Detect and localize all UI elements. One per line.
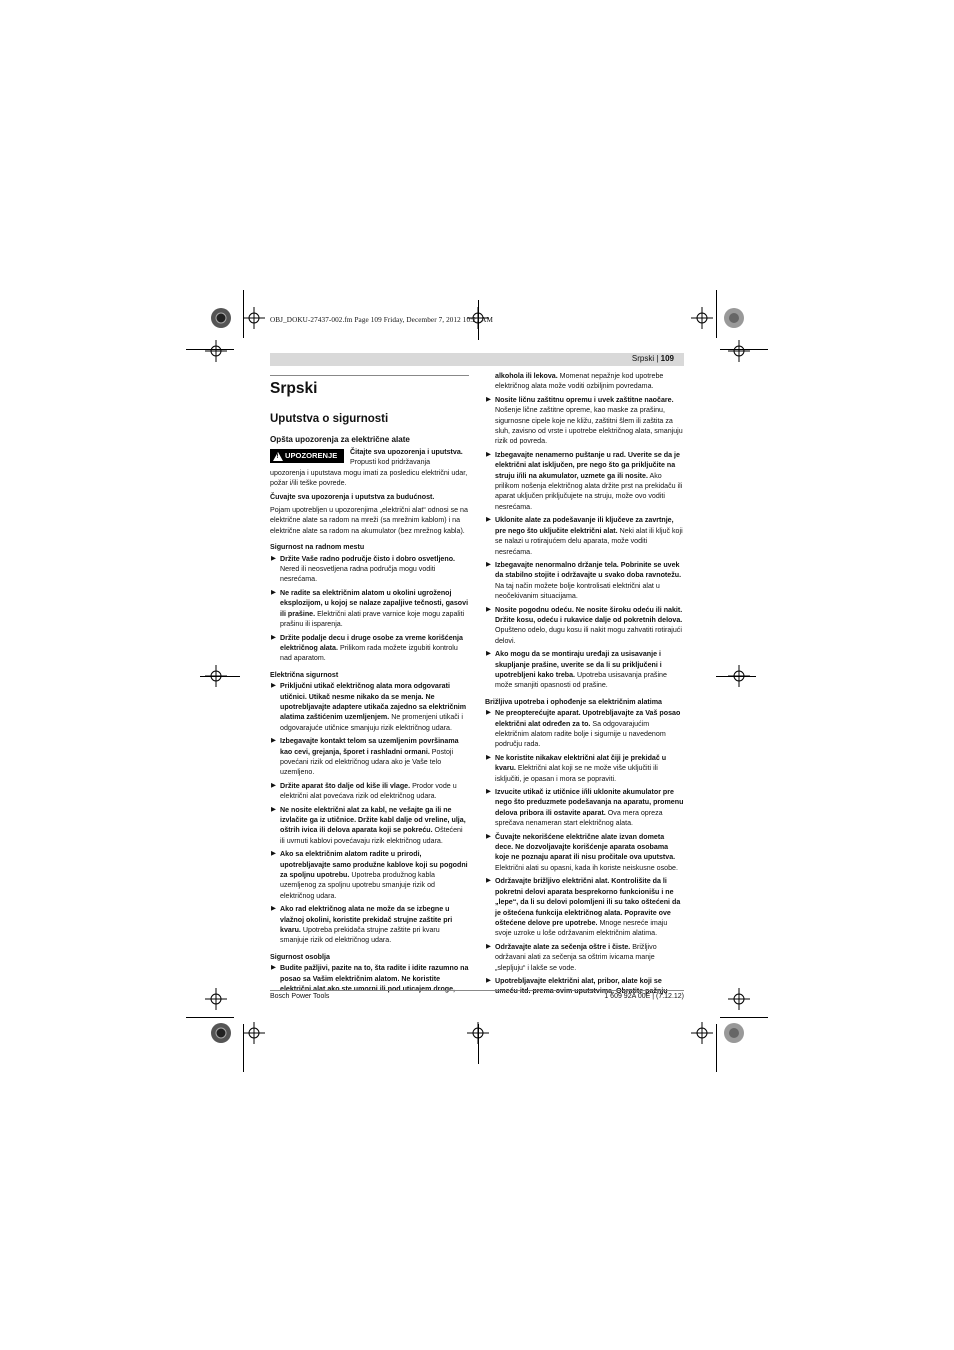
crosshair-icon bbox=[205, 340, 227, 362]
item-bold-text: Budite pažljivi, pazite na to, šta radite i idite razumno na posao sa Vašim električnim alatom. Ne koristite električni alat ako ste umorni ili pod uticajem droge, bbox=[280, 964, 469, 994]
item-bold-text: Upotrebljavajte električni alat, pribor, alate koji se umeću itd. prema ovim uputstvima. Obratite pažnju bbox=[495, 976, 668, 996]
subsection-title: Opšta upozorenja za električne alate bbox=[270, 435, 410, 444]
bullet-arrow-icon: ▶ bbox=[271, 682, 276, 690]
list-item bbox=[485, 450, 684, 512]
item-text: Opušteno odelo, dugu kosu ili nakit mogu zahvatiti rotirajući delovi. bbox=[495, 626, 682, 645]
list-item bbox=[270, 633, 469, 664]
list-item bbox=[270, 681, 469, 733]
item-bold-text: Izbegavajte nenormalno držanje tela. Pobrinite se uvek da stabilno stojite i održavajte u svako doba ravnotežu. bbox=[495, 560, 682, 580]
list-item bbox=[270, 554, 469, 585]
footer-left: Bosch Power Tools bbox=[270, 993, 330, 1000]
warning-text-b: upozorenja i uputstava mogu imati za posledicu električni udar, požar i/ili teške povrede. bbox=[270, 468, 468, 488]
item-text: Električni alati su opasni, kada ih koriste neiskusne osobe. bbox=[495, 863, 678, 872]
item-text: Električni alati prave varnice koje mogu zapaliti prašinu ili isparenja. bbox=[280, 609, 465, 629]
bullet-arrow-icon: ▶ bbox=[486, 650, 491, 658]
item-text: Na taj način možete bolje kontrolisati električni alat u neočekivanim situacijama. bbox=[495, 581, 660, 601]
crosshair-icon bbox=[728, 340, 750, 362]
warning-text-a: Propusti kod pridržavanja bbox=[350, 458, 431, 467]
bullet-arrow-icon: ▶ bbox=[486, 832, 491, 840]
registration-mark-icon bbox=[210, 307, 232, 329]
item-bold-text: Čuvajte nekorišćene električne alate izvan dometa dece. Ne dozvoljavajte korišćenje aparata osobama koje ne poznaju aparat ili nisu pročitale ova uputstva. bbox=[495, 832, 676, 862]
keep-instructions: Čuvajte sva upozorenja i uputstva za budućnost. bbox=[270, 492, 435, 501]
item-bold-text: Držite aparat što dalje od kiše ili vlage. bbox=[280, 781, 411, 790]
item-bold-text: Ako sa električnim alatom radite u prirodi, upotrebljavajte samo produžne kablove koji su pogodni za spoljnu upotrebu. bbox=[280, 850, 468, 880]
item-bold-text: Nosite ličnu zaštitnu opremu i uvek zaštitne naočare. bbox=[495, 395, 674, 404]
continued-text: Momenat nepažnje kod upotrebe električnog alata može voditi ozbiljnim povredama. bbox=[495, 372, 664, 391]
item-bold-text: Držite podalje decu i druge osobe za vreme korišćenja električnog alata. bbox=[280, 633, 463, 652]
registration-mark-icon bbox=[723, 1022, 745, 1044]
bullet-arrow-icon: ▶ bbox=[271, 964, 276, 972]
page-header: Srpski | 109 bbox=[631, 354, 674, 363]
item-bold-text: Održavajte brižljivo električni alat. Kontrolišite da li pokretni delovi aparata besprekorno funkcionišu i ne „lepe“, da li su delovi polomljeni ili su tako oštećeni da je oštećena funkcija električnog alata. Popravite ove oštećene delove pre upotrebe. bbox=[495, 877, 681, 927]
section-title: Uputstva o sigurnosti bbox=[270, 413, 389, 425]
crosshair-icon bbox=[728, 988, 750, 1010]
footer-rule bbox=[270, 990, 684, 991]
list-item bbox=[270, 904, 469, 946]
bullet-arrow-icon: ▶ bbox=[486, 877, 491, 885]
item-text: Upotreba usisavanja prašine može smanjiti opasnosti od prašine. bbox=[495, 670, 667, 690]
list-item bbox=[485, 560, 684, 602]
left-column bbox=[270, 375, 469, 998]
item-text: Nošenje lične zaštitne opreme, kao maske za prašinu, sigurnosne cipele koje ne kližu, zaštitni šlem ili zaštita za sluh, zavisno od vrste i upotrebe električnog alata, smanjuju rizik od povreda. bbox=[495, 406, 683, 446]
list-item bbox=[485, 515, 684, 557]
item-bold-text: Održavajte alate za sečenja oštre i čiste. bbox=[495, 942, 631, 951]
list-item bbox=[270, 805, 469, 847]
file-header: OBJ_DOKU-27437-002.fm Page 109 Friday, December 7, 2012 10:21 AM bbox=[270, 316, 493, 324]
bullet-arrow-icon: ▶ bbox=[486, 709, 491, 717]
crosshair-icon bbox=[691, 307, 713, 329]
workplace-heading: Sigurnost na radnom mestu bbox=[270, 543, 365, 552]
bullet-arrow-icon: ▶ bbox=[486, 942, 491, 950]
warning-bold: Čitajte sva upozorenja i uputstva. bbox=[350, 448, 463, 456]
item-text: Prilikom rada možete izgubiti kontrolu nad aparatom. bbox=[280, 643, 458, 663]
bullet-arrow-icon: ▶ bbox=[486, 976, 491, 984]
bullet-arrow-icon: ▶ bbox=[486, 395, 491, 403]
bullet-arrow-icon: ▶ bbox=[271, 737, 276, 745]
warning-badge bbox=[270, 449, 344, 463]
page-header-bar bbox=[270, 353, 684, 366]
registration-mark-icon bbox=[210, 1022, 232, 1044]
item-bold-text: Ne nosite električni alat za kabl, ne vešajte ga ili ne izvlačite ga iz utičnice. Držite kabl dalje od vreline, ulja, oštrih ivica ili delova aparata koji se pokreću. bbox=[280, 805, 466, 835]
list-item bbox=[485, 708, 684, 750]
bullet-arrow-icon: ▶ bbox=[486, 450, 491, 458]
bullet-arrow-icon: ▶ bbox=[271, 781, 276, 789]
page-number: 109 bbox=[660, 354, 674, 363]
bullet-arrow-icon: ▶ bbox=[271, 905, 276, 913]
registration-mark-icon bbox=[723, 307, 745, 329]
bullet-arrow-icon: ▶ bbox=[486, 605, 491, 613]
bullet-arrow-icon: ▶ bbox=[486, 788, 491, 796]
list-item bbox=[485, 876, 684, 938]
list-item bbox=[270, 736, 469, 778]
workplace-list bbox=[270, 554, 469, 664]
item-text: Sa odgovarajućim električnim alatom radite bolje i sigurnije u navedenom području rada. bbox=[495, 719, 666, 749]
list-item bbox=[485, 832, 684, 874]
warning-triangle-icon: ! bbox=[273, 452, 283, 461]
title-rule bbox=[270, 375, 469, 376]
item-bold-text: Izvucite utikač iz utičnice i/ili uklonite akumulator pre nego što preduzmete podešavanja na aparatu, promenu delova pribora ili ostavite aparat. bbox=[495, 788, 684, 817]
bullet-arrow-icon: ▶ bbox=[486, 516, 491, 524]
item-bold-text: Izbegavajte nenamerno puštanje u rad. Uverite se da je električni alat isključen, pre nego što ga priključite na struju i/ili na akumulator, uzmete ga ili nosite. bbox=[495, 450, 680, 480]
item-bold-text: Ako mogu da se montiraju uređaji za usisavanje i skupljanje prašine, uverite se da li su priključeni i upotrebljeni kako treba. bbox=[495, 650, 662, 679]
item-bold-text: Ne koristite nikakav električni alat čiji je prekidač u kvaru. bbox=[495, 753, 667, 773]
item-text: Prodor vode u električni alat povećava rizik od električnog udara. bbox=[280, 781, 457, 801]
item-text: Električni alat koji se ne može više uključiti ili isključiti, je opasan i mora se popraviti. bbox=[495, 764, 658, 783]
continued-bold: alkohola ili lekova. bbox=[495, 372, 558, 380]
list-item bbox=[485, 942, 684, 973]
right-column bbox=[485, 371, 684, 1000]
bullet-arrow-icon: ▶ bbox=[486, 753, 491, 761]
use-heading: Brižljiva upotreba i ophođenje sa električnim alatima bbox=[485, 697, 663, 706]
warning-label: UPOZORENJE bbox=[285, 451, 338, 460]
list-item bbox=[485, 605, 684, 647]
crosshair-icon bbox=[243, 1022, 265, 1044]
crosshair-icon bbox=[205, 665, 227, 687]
item-text: Nered ili neosvetljena radna područja mogu voditi nesrećama. bbox=[280, 565, 436, 584]
list-item bbox=[485, 787, 684, 829]
crosshair-icon bbox=[691, 1022, 713, 1044]
item-text: Oštećeni ili uvrnuti kablovi povećavaju rizik električnog udara. bbox=[280, 826, 463, 845]
footer-right: 1 609 92A 00E | (7.12.12) bbox=[604, 993, 684, 1000]
item-text: Upotreba produžnog kabla uzemljenog za spoljnu upotrebu smanjuje rizik od električnog udara. bbox=[280, 871, 435, 900]
warning-block bbox=[270, 447, 469, 468]
bullet-arrow-icon: ▶ bbox=[271, 554, 276, 562]
list-item bbox=[270, 849, 469, 901]
item-text: Ne promenjeni utikači i odgovarajuće utičnice smanjuju rizik električnog udara. bbox=[280, 713, 463, 732]
use-list bbox=[485, 708, 684, 997]
crosshair-icon bbox=[205, 988, 227, 1010]
bullet-arrow-icon: ▶ bbox=[271, 633, 276, 641]
item-bold-text: Ne radite sa električnim alatom u okolini ugroženoj eksplozijom, u kojoj se nalaze zapaljive tečnosti, gasovi ili prašine. bbox=[280, 588, 469, 618]
crosshair-icon bbox=[728, 665, 750, 687]
intro-text: Pojam upotrebljen u upozorenjima „električni alat“ odnosi se na električne alate sa radom na mreži (sa mrežnim kablom) i na električne alate sa radom na akumulator (bez mrežnog kabla). bbox=[270, 506, 468, 535]
item-text: Mnoge nesreće imaju svoje uzroke u loše održavanim električnim alatima. bbox=[495, 918, 668, 938]
list-item bbox=[485, 395, 684, 447]
bullet-arrow-icon: ▶ bbox=[271, 805, 276, 813]
persons-list-continued bbox=[485, 395, 684, 691]
item-bold-text: Ako rad električnog alata ne može da se izbegne u vlažnoj okolini, koristite prekidač strujne zaštite pri kvaru. bbox=[280, 905, 453, 935]
item-bold-text: Izbegavajte kontakt telom sa uzemljenim površinama kao cevi, grejanja, šporet i rashladni ormani. bbox=[280, 737, 459, 756]
item-text: Postoji povećani rizik od električnog udara ako je Vaše telo uzemljeno. bbox=[280, 747, 454, 777]
item-text: Neki alat ili ključ koji se nalazi u rotirajućem delu aparata, može voditi nesrećama. bbox=[495, 526, 683, 556]
crosshair-icon bbox=[467, 1022, 489, 1044]
page-title: Srpski bbox=[270, 380, 318, 397]
item-text: Ova mera opreza sprečava nenameran start električnog alata. bbox=[495, 808, 663, 828]
list-item bbox=[485, 753, 684, 784]
item-text: Ako prilikom nošenja električnog alata držite prst na prekidaču ili aparat uključen priključujete na struju, može ovo voditi nesrećama. bbox=[495, 471, 683, 511]
bullet-arrow-icon: ▶ bbox=[486, 560, 491, 568]
list-item bbox=[485, 649, 684, 691]
item-bold-text: Uklonite alate za podešavanje ili ključeve za zavrtnje, pre nego što uključite električni alat. bbox=[495, 516, 674, 535]
item-text: Brižljivo održavani alati za sečenja sa oštrim ivicama manje „slepljuju“ i lakše se vode. bbox=[495, 942, 657, 972]
list-item bbox=[270, 781, 469, 802]
item-bold-text: Ne preopterećujte aparat. Upotrebljavajte za Vaš posao električni alat određen za to. bbox=[495, 709, 681, 728]
item-bold-text: Priključni utikač električnog alata mora odgovarati utičnici. Utikač nesme nikako da se menja. Ne upotrebljavajte adaptere utikača zajedno sa električnim alatima zaštićenim uzemljenjem. bbox=[280, 682, 467, 722]
list-item bbox=[270, 588, 469, 630]
crosshair-icon bbox=[243, 307, 265, 329]
electrical-heading: Električna sigurnost bbox=[270, 670, 339, 679]
item-bold-text: Nosite pogodnu odeću. Ne nosite široku odeću ili nakit. Držite kosu, odeću i rukavice dalje od pokretnih delova. bbox=[495, 605, 683, 624]
header-language: Srpski bbox=[631, 354, 655, 363]
persons-heading: Sigurnost osoblja bbox=[270, 952, 330, 961]
item-text: Upotreba prekidača strujne zaštite pri kvaru smanjuje rizik od električnog udara. bbox=[280, 926, 440, 945]
electrical-list bbox=[270, 681, 469, 946]
bullet-arrow-icon: ▶ bbox=[271, 850, 276, 858]
item-bold-text: Držite Vaše radno područje čisto i dobro osvetljeno. bbox=[280, 554, 456, 563]
continued-paragraph bbox=[485, 371, 684, 392]
bullet-arrow-icon: ▶ bbox=[271, 588, 276, 596]
